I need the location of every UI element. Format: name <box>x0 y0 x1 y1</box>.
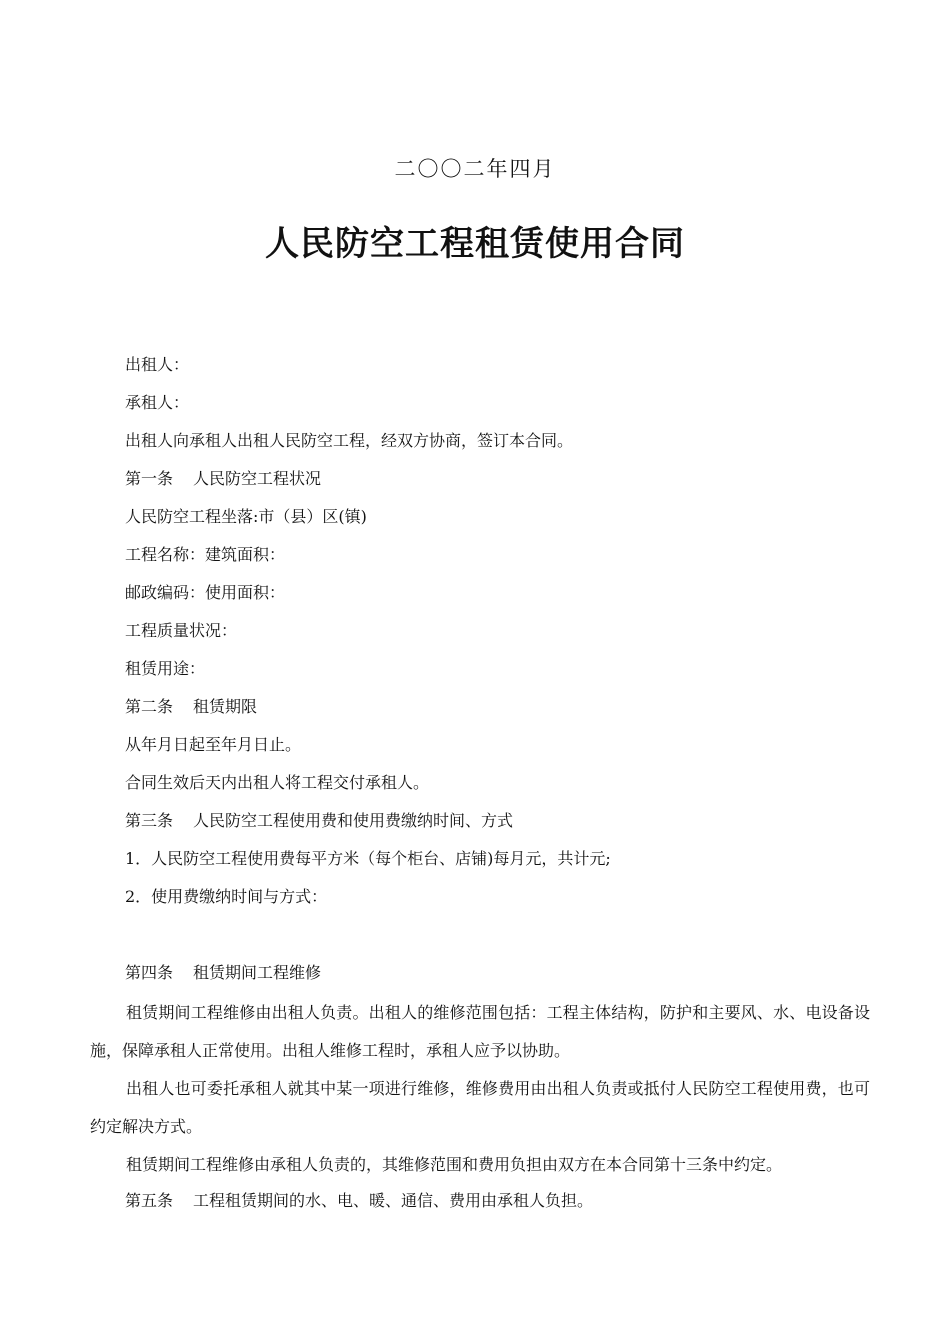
name-area-line: 工程名称：建筑面积： <box>125 545 286 564</box>
article-4-heading <box>90 956 870 994</box>
article-5-heading <box>90 1184 870 1222</box>
contract-body <box>90 348 870 1222</box>
lessee-line: 承租人： <box>125 393 190 412</box>
article-4-number: 第四条 <box>125 963 174 982</box>
quality-line: 工程质量状况： <box>125 621 238 640</box>
article-3-heading <box>90 804 870 842</box>
article-5-title: 工程租赁期间的水、电、暖、通信、费用由承租人负担。 <box>193 1191 594 1210</box>
document-date: 二〇〇二年四月 <box>394 157 556 181</box>
postcode-area-line: 邮政编码：使用面积： <box>125 583 286 602</box>
intro-line: 出租人向承租人出租人民防空工程，经双方协商，签订本合同。 <box>125 431 574 450</box>
fee-item-2: 2．使用费缴纳时间与方式： <box>125 887 328 906</box>
article-4-title: 租赁期间工程维修 <box>193 963 322 982</box>
blank-line <box>90 918 870 956</box>
article-1-number: 第一条 <box>125 469 174 488</box>
term-line: 从年月日起至年月日止。 <box>125 735 302 754</box>
maintenance-paragraph-3: 租赁期间工程维修由承租人负责的，其维修范围和费用负担由双方在本合同第十三条中约定。 <box>126 1155 783 1174</box>
article-5-number: 第五条 <box>125 1191 174 1210</box>
purpose-line: 租赁用途： <box>125 659 206 678</box>
article-1-title: 人民防空工程状况 <box>193 469 322 488</box>
article-2-number: 第二条 <box>125 697 174 716</box>
lessor-line: 出租人： <box>125 355 190 374</box>
fee-item-1: 1．人民防空工程使用费每平方米（每个柜台、店铺)每月元，共计元; <box>125 849 611 868</box>
maintenance-paragraph-2: 出租人也可委托承租人就其中某一项进行维修，维修费用由出租人负责或抵付人民防空工程使用费，也可约定解决方式。 <box>90 1079 870 1136</box>
article-1-heading <box>90 462 870 500</box>
document-title: 人民防空工程租赁使用合同 <box>265 224 685 264</box>
article-3-number: 第三条 <box>125 811 174 830</box>
maintenance-paragraph-1: 租赁期间工程维修由出租人负责。出租人的维修范围包括：工程主体结构，防护和主要风、水、电设备设施，保障承租人正常使用。出租人维修工程时，承租人应予以协助。 <box>90 1003 870 1060</box>
article-2-title: 租赁期限 <box>193 697 258 716</box>
location-line: 人民防空工程坐落:市（县）区(镇) <box>125 507 367 526</box>
article-2-heading <box>90 690 870 728</box>
delivery-line: 合同生效后天内出租人将工程交付承租人。 <box>125 773 430 792</box>
article-3-title: 人民防空工程使用费和使用费缴纳时间、方式 <box>193 811 514 830</box>
